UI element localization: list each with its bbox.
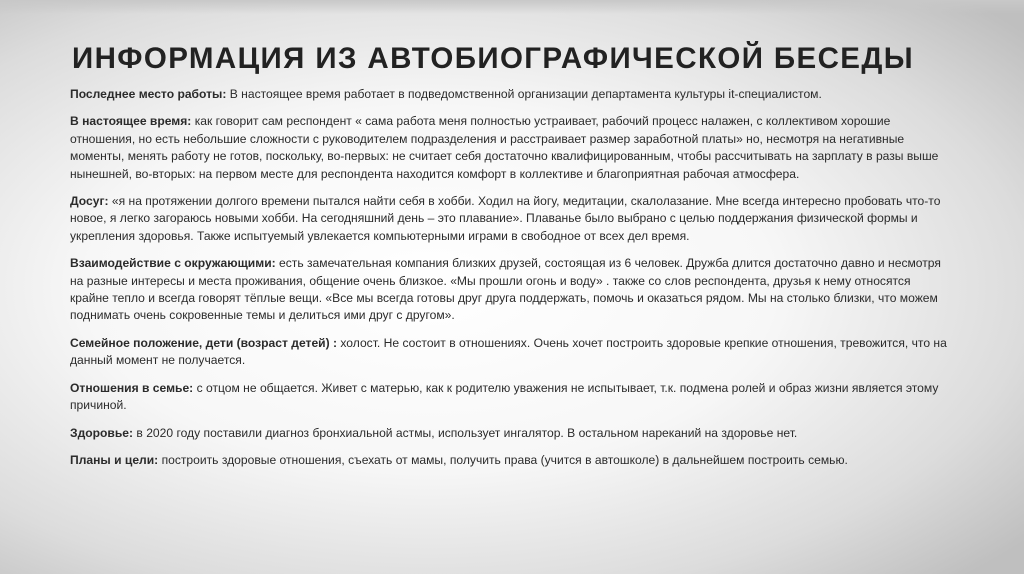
slide-content [70,86,950,479]
slide-title: ИНФОРМАЦИЯ ИЗ АВТОБИОГРАФИЧЕСКОЙ БЕСЕДЫ [72,42,915,75]
paragraph-text: есть замечательная компания близких друзей, состоящая из 6 человек. Дружба длится достаточно давно и несмотря на разные интересы и места проживания, общение очень близкое. «Мы прошли огонь и воду» . также со слов респондента, друзья к нему относятся крайне тепло и всегда говорят тёплые вещи. «Все мы всегда готовы друг друга поддержать, помочь и оказаться рядом. Мы на столько близки, что можем поднимать очень сокровенные темы и делиться ими друг с другом». [70,256,941,323]
paragraph-label: Отношения в семье: [70,380,194,395]
top-decorative-band [0,0,1024,14]
paragraph-current [70,113,950,183]
paragraph-label: Последнее место работы: [70,87,227,101]
paragraph-label: В настоящее время: [70,114,192,129]
paragraph-leisure [70,193,950,245]
paragraph-label: Досуг: [70,194,109,209]
paragraph-label: Здоровье: [70,425,134,440]
paragraph-health [70,425,950,442]
paragraph-label: Семейное положение, дети (возраст детей) : [70,335,338,350]
paragraph-marital [70,335,950,370]
paragraph-text: В настоящее время работает в подведомственной организации департамента культуры it-специалистом. [226,87,822,101]
paragraph-last-job [70,86,950,103]
paragraph-plans [70,452,950,469]
paragraph-label: Планы и цели: [70,452,159,467]
paragraph-label: Взаимодействие с окружающими: [70,256,276,271]
paragraph-text: построить здоровые отношения, съехать от мамы, получить права (учится в автошколе) в дальнейшем построить семью. [158,452,848,467]
paragraph-social [70,255,950,325]
paragraph-text: «я на протяжении долгого времени пытался найти себя в хобби. Ходил на йогу, медитации, скалолазание. Мне всегда интересно пробовать что-то новое, я легко загораюсь новыми хобби. На сегодняшний день – это плавание». Плаванье было выбрано с целью поддержания физической формы и укрепления здоровья. Также испытуемый увлекается компьютерными играми в свободное от всех дел время. [70,194,941,243]
paragraph-text: с отцом не общается. Живет с матерью, как к родителю уважения не испытывает, т.к. подмена ролей и образ жизни является этому причиной. [70,380,939,413]
paragraph-text: как говорит сам респондент « сама работа меня полностью устраивает, рабочий процесс налажен, с коллективом хорошие отношения, но есть небольшие сложности с руководителем подразделения и расстраивает размер заработной платы» но, несмотря на негативные моменты, менять работу не готов, поскольку, во-первых: не считает себя достаточно квалифицированным, чтобы рассчитывать на зарплату в разы выше нынешней, во-вторых: на первом месте для респондента находится комфорт в коллективе и благоприятная рабочая атмосфера. [70,114,939,181]
paragraph-family [70,380,950,415]
paragraph-text: холост. Не состоит в отношениях. Очень хочет построить здоровые крепкие отношения, тревожится, что на данный момент не получается. [70,335,947,368]
paragraph-text: в 2020 году поставили диагноз бронхиальной астмы, использует ингалятор. В остальном нареканий на здоровье нет. [133,425,798,440]
